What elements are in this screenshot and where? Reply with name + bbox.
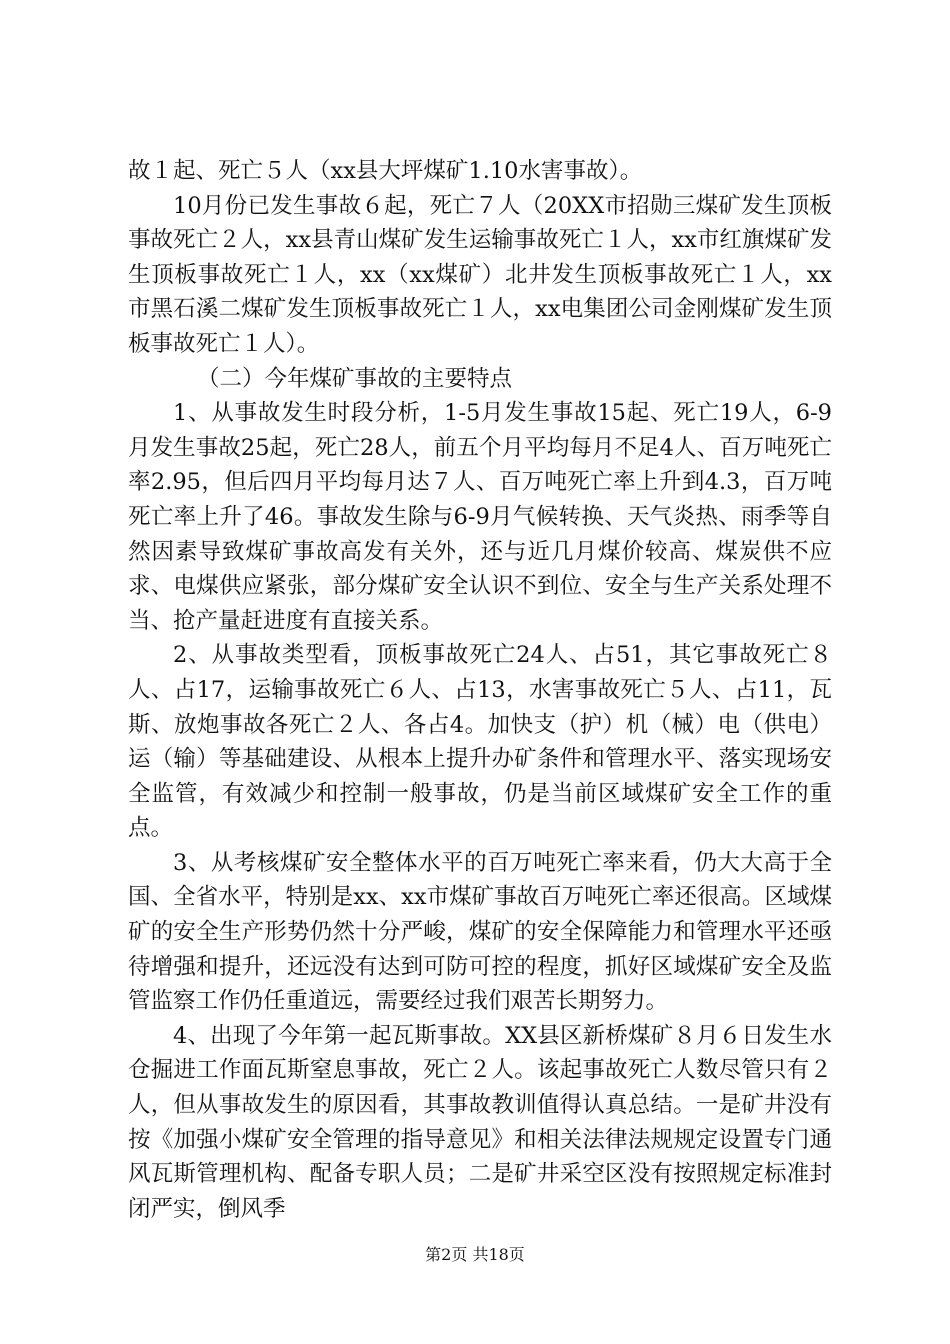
paragraph-point-4: 4、出现了今年第一起瓦斯事故。XX县区新桥煤矿８月６日发生水仓掘进工作面瓦斯窒息事故，死亡２人。该起事故死亡人数尽管只有２人，但从事故发生的原因看，其事故教训值得认真总结。一是矿井没有按《加强小煤矿安全管理的指导意见》和相关法律法规规定设置专门通风瓦斯管理机构、配备专职人员；二是矿井采空区没有按照规定标准封闭严实，倒风季	[128, 1022, 832, 1222]
paragraph-point-1: 1、从事故发生时段分析，1-5月发生事故15起、死亡19人，6-9月发生事故25起，死亡28人，前五个月平均每月不足4人、百万吨死亡率2.95，但后四月平均每月达７人、百万吨死亡率上升到4.3，百万吨死亡率上升了46。事故发生除与6-9月气候转换、天气炎热、雨季等自然因素导致煤矿事故高发有关外，还与近几月煤价较高、煤炭供不应求、电煤供应紧张，部分煤矿安全认识不到位、安全与生产关系处理不当、抢产量赶进度有直接关系。	[128, 400, 832, 634]
paragraph-point-3: 3、从考核煤矿安全整体水平的百万吨死亡率来看，仍大大高于全国、全省水平，特别是xx、xx市煤矿事故百万吨死亡率还很高。区域煤矿的安全生产形势仍然十分严峻，煤矿的安全保障能力和管理水平还亟待增强和提升，还远没有达到可防可控的程度，抓好区域煤矿安全及监管监察工作仍任重道远，需要经过我们艰苦长期努力。	[128, 849, 832, 1015]
paragraph-continuation: 故１起、死亡５人（xx县大坪煤矿1.10水害事故）。	[128, 158, 643, 184]
paragraph-point-2: 2、从事故类型看，顶板事故死亡24人、占51，其它事故死亡８人、占17，运输事故死亡６人、占13，水害事故死亡５人、占11，瓦斯、放炮事故各死亡２人、各占4。加快支（护）机（械）电（供电）运（输）等基础建设、从根本上提升办矿条件和管理水平、落实现场安全监管，有效减少和控制一般事故，仍是当前区域煤矿安全工作的重点。	[128, 642, 832, 842]
section-heading: （二）今年煤矿事故的主要特点	[197, 365, 513, 392]
page-number-footer: 第2页 共18页	[425, 1245, 525, 1264]
document-body	[128, 154, 832, 1226]
paragraph-october-accidents: 10月份已发生事故６起，死亡７人（20XX市招勋三煤矿发生顶板事故死亡２人，xx县青山煤矿发生运输事故死亡１人，xx市红旗煤矿发生顶板事故死亡１人，xx（xx煤矿）北井发生顶板事故死亡１人，xx市黑石溪二煤矿发生顶板事故死亡１人，xx电集团公司金刚煤矿发生顶板事故死亡１人）。	[128, 192, 832, 357]
